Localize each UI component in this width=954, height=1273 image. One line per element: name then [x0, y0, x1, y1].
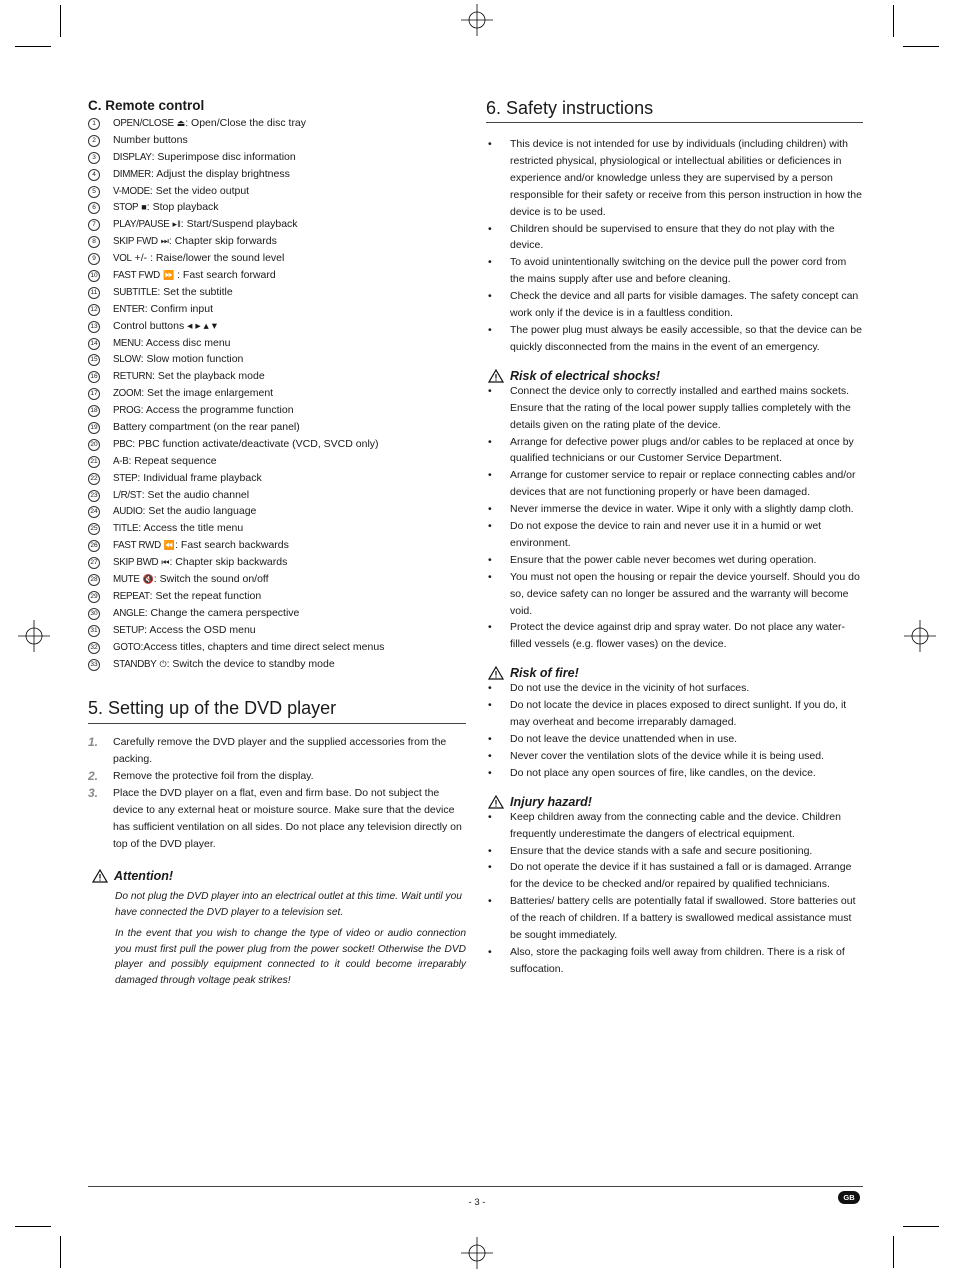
remote-control-heading: C. Remote control — [88, 98, 205, 113]
step-text: Remove the protective foil from the display. — [113, 770, 314, 783]
crop-mark — [60, 5, 61, 37]
attention-text-2: In the event that you wish to change the type of video or audio connection you must first pull the power plug from the power socket! Otherwise the DVD player and possibly equipment connected to it could become irreparably damaged through voltage peak strikes! — [115, 928, 466, 986]
button-symbol-icon: ⏮ — [161, 557, 170, 568]
electrical-title: Risk of electrical shocks! — [510, 368, 661, 383]
registration-mark-icon — [461, 1237, 493, 1269]
bullet-item: • You must not open the housing or repair the device yourself. Should you do so, device safety can no longer be assured and the warranty will become void. — [486, 569, 863, 620]
remote-item — [88, 520, 466, 537]
bullet-item: • Never immerse the device in water. Wipe it only with a slightly damp cloth. — [486, 501, 863, 518]
remote-item — [88, 419, 466, 436]
attention-title: Attention! — [114, 869, 174, 884]
safety-heading: 6. Safety instructions — [486, 98, 863, 123]
button-name: DISPLAY — [113, 151, 152, 163]
remote-item — [88, 301, 466, 318]
item-number: 14 — [88, 338, 100, 350]
item-number: 9 — [88, 253, 100, 265]
button-name: SKIP BWD — [113, 557, 159, 569]
button-name: VOL — [113, 253, 132, 265]
button-description: : Set the repeat function — [149, 589, 262, 602]
button-name: STANDBY — [113, 658, 157, 670]
remote-item — [88, 199, 466, 216]
registration-mark-icon — [461, 4, 493, 36]
bullet-item: • Do not use the device in the vicinity of hot surfaces. — [486, 680, 863, 697]
remote-item — [88, 503, 466, 520]
remote-item — [88, 166, 466, 183]
safety-general-list — [486, 136, 863, 356]
crop-mark — [903, 46, 939, 47]
step-number: 3. — [88, 786, 99, 801]
item-number: 17 — [88, 388, 100, 400]
item-number: 19 — [88, 422, 100, 434]
remote-item — [88, 318, 466, 335]
item-number: 13 — [88, 321, 100, 333]
crop-mark — [60, 1236, 61, 1268]
button-name: SKIP FWD — [113, 236, 158, 248]
item-number: 31 — [88, 625, 100, 637]
button-description: : Access the title menu — [138, 522, 244, 535]
right-column — [486, 98, 863, 978]
bullet-item: • Do not expose the device to rain and never use it in a humid or wet environment. — [486, 518, 863, 552]
button-symbol-icon: ⏏ — [176, 118, 186, 128]
bullet-item: • Never cover the ventilation slots of the device while it is being used. — [486, 748, 863, 765]
language-badge: GB — [838, 1191, 860, 1204]
button-name: A-B — [113, 455, 129, 467]
remote-item — [88, 335, 466, 352]
page-number: - 3 - — [468, 1197, 486, 1208]
crop-mark — [893, 1236, 894, 1268]
remote-item — [88, 588, 466, 605]
item-number: 22 — [88, 473, 100, 485]
button-symbol-icon: 🔇 — [142, 574, 154, 585]
button-description: Battery compartment (on the rear panel) — [113, 421, 300, 434]
item-number: 16 — [88, 371, 100, 383]
button-description: : Confirm input — [144, 302, 213, 315]
button-name: MUTE — [113, 574, 140, 586]
step-text: Carefully remove the DVD player and the supplied accessories from the packing. — [113, 736, 447, 766]
item-number: 24 — [88, 506, 100, 518]
item-number: 7 — [88, 219, 100, 231]
button-name: DIMMER — [113, 168, 151, 180]
fire-list — [486, 680, 863, 781]
button-name: PLAY/PAUSE — [113, 219, 170, 231]
bullet-item: • Protect the device against drip and spray water. Do not place any water-filled vessels (e.g. flower vases) on the device. — [486, 619, 863, 653]
bullet-item: • Do not locate the device in places exposed to direct sunlight. If you do, it may overheat and become irreparably damaged. — [486, 697, 863, 731]
item-number: 26 — [88, 540, 100, 552]
electrical-list — [486, 383, 863, 654]
crop-mark — [15, 46, 51, 47]
button-description: : Set the playback mode — [152, 370, 265, 383]
button-description: : Switch the device to standby mode — [166, 657, 335, 670]
button-name: L/R/ST — [113, 489, 142, 501]
bullet-item: • This device is not intended for use by individuals (including children) with restricted physical, physiological or intellectual abilities or deficiences in experience and/or knowledge unless they are supervised by a person responsible for their safety or receive from this person instruction in how the device is to be used. — [486, 136, 863, 221]
attention-heading — [92, 869, 466, 883]
remote-item — [88, 183, 466, 200]
bullet-item: • Check the device and all parts for visible damages. The safety concept can work only if the device is in a faultless condition. — [486, 288, 863, 322]
button-description: : Slow motion function — [140, 353, 244, 366]
remote-item — [88, 436, 466, 453]
item-number: 20 — [88, 439, 100, 451]
button-name: MENU — [113, 337, 141, 349]
button-name: AUDIO — [113, 506, 143, 518]
item-number: 3 — [88, 152, 100, 164]
step-item — [88, 785, 466, 853]
remote-item — [88, 250, 466, 267]
button-name: STOP — [113, 202, 139, 214]
registration-mark-icon — [18, 620, 50, 652]
remote-item — [88, 470, 466, 487]
button-name: OPEN/CLOSE — [113, 118, 174, 129]
bullet-item: • To avoid unintentionally switching on the device pull the power cord from the mains supply after use and before cleaning. — [486, 254, 863, 288]
button-name: ZOOM — [113, 388, 142, 400]
step-number: 2. — [88, 769, 99, 784]
bullet-item: • Connect the device only to correctly installed and earthed mains sockets. Ensure that the rating of the local power supply tallies completely with the details given on the rating plate of the device. — [486, 383, 863, 434]
button-description: : Access disc menu — [140, 336, 231, 349]
button-name: FAST RWD — [113, 540, 161, 552]
footer-divider — [88, 1186, 863, 1187]
setup-heading: 5. Setting up of the DVD player — [88, 698, 466, 724]
item-number: 28 — [88, 574, 100, 586]
step-number: 1. — [88, 735, 99, 750]
left-column — [88, 98, 466, 988]
button-name: SETUP — [113, 624, 145, 636]
button-description: : Adjust the display brightness — [150, 167, 290, 180]
button-name: ANGLE — [113, 607, 145, 619]
button-name: REPEAT — [113, 590, 150, 602]
warning-icon — [92, 869, 108, 883]
remote-item — [88, 453, 466, 470]
remote-control-list — [88, 115, 466, 672]
item-number: 18 — [88, 405, 100, 417]
registration-mark-icon — [904, 620, 936, 652]
button-name: GOTO — [113, 641, 141, 653]
button-description: : Change the camera perspective — [144, 606, 300, 619]
bullet-item: • Ensure that the device stands with a safe and secure positioning. — [486, 843, 863, 860]
item-number: 30 — [88, 608, 100, 620]
remote-item — [88, 402, 466, 419]
item-number: 6 — [88, 202, 100, 214]
button-description: : Access the programme function — [140, 404, 294, 417]
button-name: PROG — [113, 405, 141, 417]
item-number: 12 — [88, 304, 100, 316]
item-number: 11 — [88, 287, 100, 299]
item-number: 10 — [88, 270, 100, 282]
remote-item — [88, 284, 466, 301]
button-description: : Individual frame playback — [137, 471, 262, 484]
button-name: SUBTITLE — [113, 286, 158, 298]
bullet-item: • Do not leave the device unattended when in use. — [486, 731, 863, 748]
button-symbol-icon: ▸‖ — [172, 219, 181, 230]
button-description: : Superimpose disc information — [151, 150, 296, 163]
item-number: 4 — [88, 169, 100, 181]
step-item — [88, 768, 466, 785]
button-description: : Set the audio channel — [141, 488, 250, 501]
remote-item — [88, 115, 466, 132]
remote-item — [88, 487, 466, 504]
item-number: 32 — [88, 642, 100, 654]
button-description: Number buttons — [113, 133, 188, 146]
button-name: TITLE — [113, 523, 139, 535]
button-description: : Chapter skip backwards — [169, 556, 288, 569]
attention-text-1: Do not plug the DVD player into an electrical outlet at this time. Wait until you have connected the DVD player to a television set. — [115, 891, 462, 918]
button-name: ENTER — [113, 303, 145, 315]
warning-icon — [488, 666, 504, 680]
button-description: : Fast search backwards — [175, 539, 289, 552]
item-number: 5 — [88, 186, 100, 198]
button-name: STEP — [113, 472, 138, 484]
button-description: : Set the image enlargement — [141, 387, 274, 400]
injury-list — [486, 809, 863, 978]
button-description: : Set the audio language — [142, 505, 257, 518]
bullet-item: • Batteries/ battery cells are potentially fatal if swallowed. Store batteries out of the reach of children. If a battery is swallowed medical assistance must be sought immediately. — [486, 893, 863, 944]
bullet-item: • Keep children away from the connecting cable and the device. Children frequently underestimate the dangers of electrical equipment. — [486, 809, 863, 843]
bullet-item: • The power plug must always be easily accessible, so that the device can be quickly disconnected from the mains in the event of an emergency. — [486, 322, 863, 356]
crop-mark — [903, 1226, 939, 1227]
remote-item — [88, 351, 466, 368]
button-description: : Chapter skip forwards — [168, 235, 277, 248]
item-number: 25 — [88, 523, 100, 535]
bullet-item: • Children should be supervised to ensure that they do not play with the device. — [486, 221, 863, 255]
bullet-item: • Arrange for defective power plugs and/or cables to be replaced at once by qualified technicians or our Customer Service Department. — [486, 434, 863, 468]
button-symbol-icon: ⏭ — [160, 236, 169, 247]
crop-mark — [893, 5, 894, 37]
bullet-item: • Arrange for customer service to repair or replace connecting cables and/or devices that are not functioning properly or have been damaged. — [486, 467, 863, 501]
item-number: 27 — [88, 557, 100, 569]
remote-item — [88, 233, 466, 250]
remote-item — [88, 571, 466, 588]
button-symbol-icon: ⏪ — [163, 540, 176, 551]
remote-item — [88, 537, 466, 554]
bullet-item: • Do not operate the device if it has sustained a fall or is damaged. Arrange for the device to be checked and/or repaired by qualified technicians. — [486, 859, 863, 893]
remote-item — [88, 622, 466, 639]
remote-item — [88, 656, 466, 673]
remote-item — [88, 132, 466, 149]
remote-item — [88, 267, 466, 284]
setup-steps — [88, 734, 466, 853]
button-name: SLOW — [113, 354, 141, 366]
button-description: Control buttons ◂ ▸ ▴ ▾ — [113, 319, 217, 332]
electrical-heading — [488, 369, 863, 383]
step-item — [88, 734, 466, 768]
item-number: 15 — [88, 354, 100, 366]
button-description: : PBC function activate/deactivate (VCD, SVCD only) — [132, 437, 379, 450]
button-description: +/- : Raise/lower the sound level — [131, 252, 285, 265]
remote-item — [88, 554, 466, 571]
button-symbol-icon: ■ — [141, 202, 147, 213]
bullet-item: • Do not place any open sources of fire, like candles, on the device. — [486, 765, 863, 782]
step-text: Place the DVD player on a flat, even and firm base. Do not subject the device to any external heat or moisture source. Make sure that the device has sufficient ventilation on all sides. Do not place any television directly on top of the DVD player. — [113, 787, 462, 851]
button-name: V-MODE — [113, 185, 150, 197]
item-number: 2 — [88, 135, 100, 147]
item-number: 33 — [88, 659, 100, 671]
button-description: :Access titles, chapters and time direct select menus — [140, 640, 385, 653]
warning-icon — [488, 795, 504, 809]
button-name: RETURN — [113, 371, 153, 383]
item-number: 23 — [88, 490, 100, 502]
fire-heading — [488, 666, 863, 680]
crop-mark — [15, 1226, 51, 1227]
button-description: : Stop playback — [146, 201, 219, 214]
button-description: : Access the OSD menu — [144, 623, 256, 636]
remote-item — [88, 385, 466, 402]
button-description: : Set the subtitle — [157, 285, 233, 298]
bullet-item: • Ensure that the power cable never becomes wet during operation. — [486, 552, 863, 569]
button-description: : Fast search forward — [174, 269, 276, 282]
bullet-item: • Also, store the packaging foils well away from children. There is a risk of suffocation. — [486, 944, 863, 978]
remote-item — [88, 149, 466, 166]
button-description: : Switch the sound on/off — [153, 573, 269, 586]
remote-item — [88, 639, 466, 656]
fire-title: Risk of fire! — [510, 666, 579, 681]
remote-item — [88, 368, 466, 385]
button-name: PBC — [113, 438, 133, 450]
remote-item — [88, 216, 466, 233]
item-number: 1 — [88, 118, 100, 130]
item-number: 8 — [88, 236, 100, 248]
button-symbol-icon: ⏩ — [162, 270, 175, 281]
remote-item — [88, 605, 466, 622]
injury-title: Injury hazard! — [510, 794, 592, 809]
item-number: 21 — [88, 456, 100, 468]
button-symbol-icon: ⏻ — [159, 658, 167, 669]
button-description: : Repeat sequence — [128, 454, 217, 467]
injury-heading — [488, 795, 863, 809]
button-description: : Start/Suspend playback — [180, 218, 298, 231]
button-description: : Set the video output — [149, 184, 250, 197]
item-number: 29 — [88, 591, 100, 603]
warning-icon — [488, 369, 504, 383]
button-name: FAST FWD — [113, 270, 160, 282]
button-description: : Open/Close the disc tray — [185, 117, 307, 129]
